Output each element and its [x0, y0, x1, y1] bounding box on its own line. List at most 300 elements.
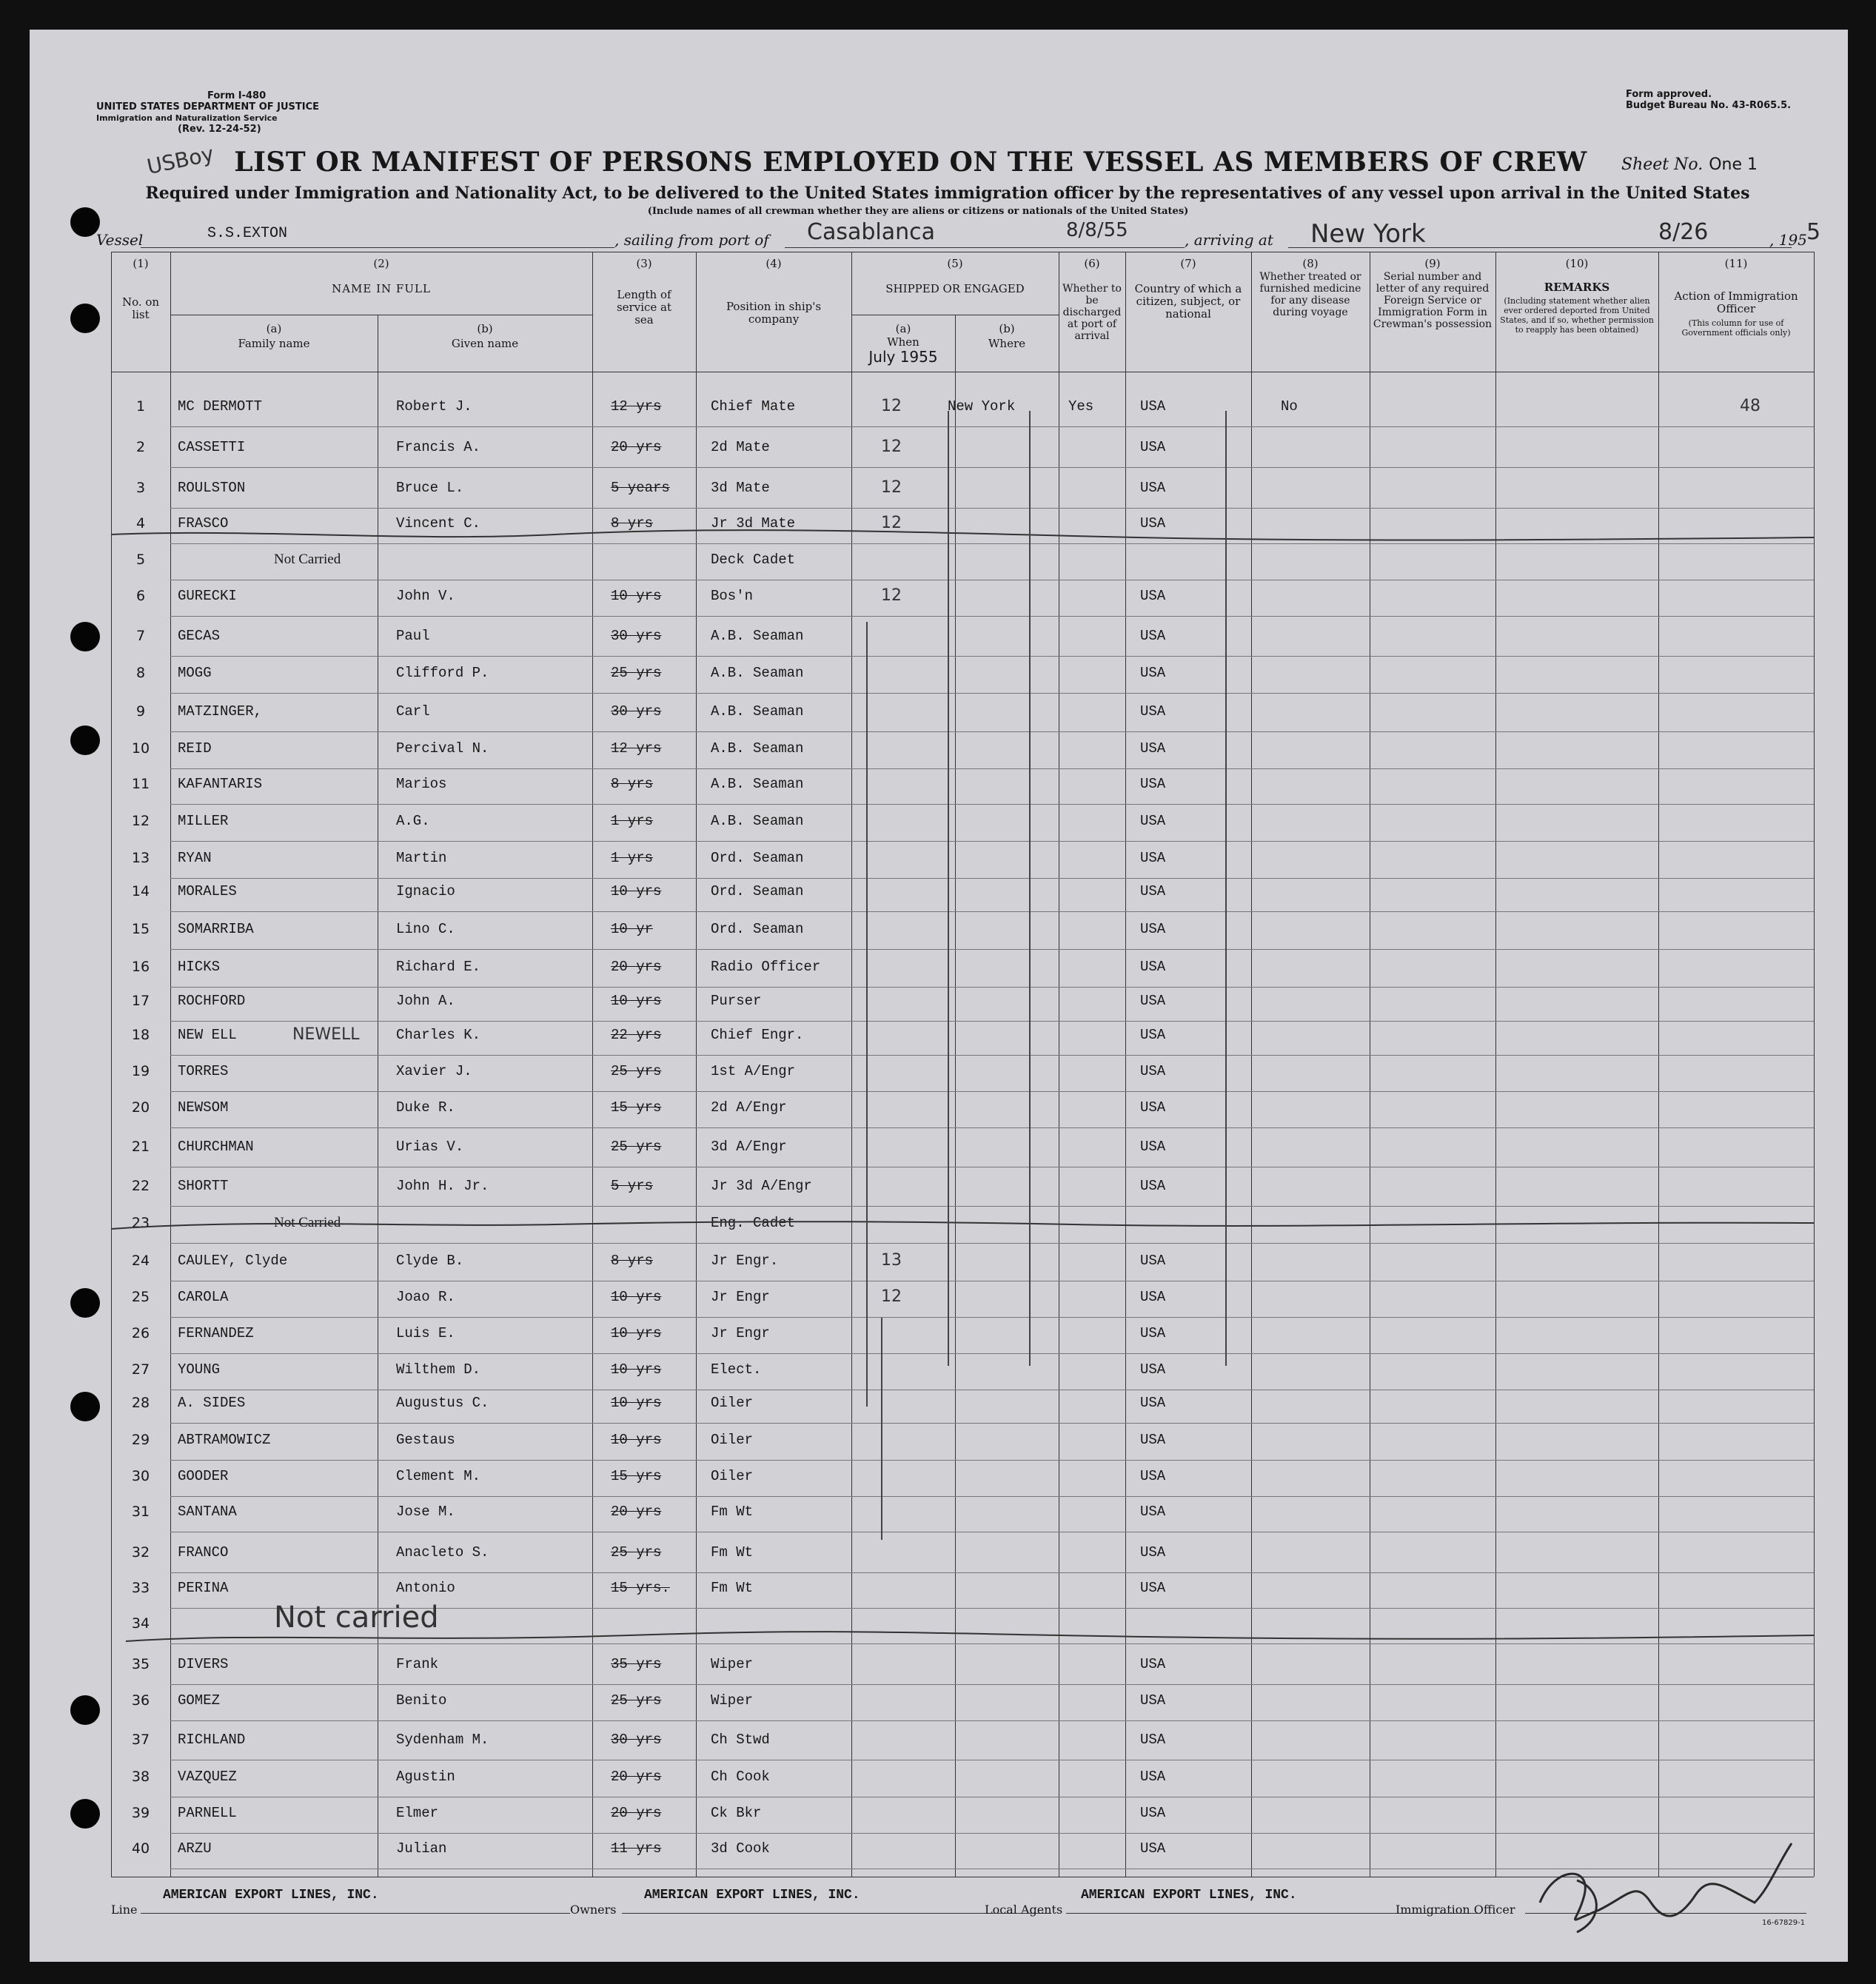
table-row [111, 914, 1814, 943]
row-number: 14 [131, 883, 150, 899]
row-number: 2 [135, 439, 146, 455]
row-number: 8 [135, 665, 146, 681]
given-name: Wilthem D. [396, 1361, 481, 1378]
page-title: LIST OR MANIFEST OF PERSONS EMPLOYED ON THE VESSEL AS MEMBERS OF CREW [234, 147, 1587, 178]
table-row [111, 1724, 1814, 1754]
medicine-status: No [1281, 398, 1298, 415]
ship-position: Chief Engr. [711, 1027, 804, 1043]
officer-label: Immigration Officer [1396, 1903, 1515, 1917]
row-number: 37 [131, 1732, 150, 1748]
punch-hole [70, 1695, 100, 1725]
family-name: ROCHFORD [178, 993, 246, 1009]
punch-hole [70, 725, 100, 755]
ship-position: A.B. Seaman [711, 776, 804, 792]
service-length: 10 yrs [611, 1325, 662, 1341]
service-length: 12 yrs [611, 398, 662, 415]
ship-position: 1st A/Engr [711, 1063, 796, 1079]
table-row [111, 951, 1814, 981]
table-row [111, 1019, 1814, 1049]
family-name: FRANCO [178, 1544, 229, 1561]
row-separator [170, 1206, 1814, 1207]
given-name: Clyde B. [396, 1253, 464, 1269]
family-name: MC DERMOTT [178, 398, 263, 415]
row-number: 1 [135, 398, 146, 415]
table-row [111, 1131, 1814, 1161]
ship-position: 2d Mate [711, 439, 770, 455]
col6-label: Whether to be discharged at port of arrival [1062, 283, 1122, 342]
row-number: 26 [131, 1325, 150, 1341]
shipped-when: 12 [881, 1287, 902, 1306]
col2b-label: Given name [451, 337, 519, 350]
given-name: Joao R. [396, 1289, 455, 1305]
service-length: 10 yrs [611, 1395, 662, 1411]
family-name: GECAS [178, 628, 221, 644]
ship-position: Bos'n [711, 588, 754, 604]
sailing-date: 8/8/55 [1066, 219, 1128, 241]
arriving-underline [1288, 247, 1792, 248]
col9-label: Serial number and letter of any required Foreign Service or Immigration Form in Crewman's possession [1373, 271, 1493, 330]
col5a-label: When [887, 335, 919, 349]
service-length: 8 yrs [611, 776, 654, 792]
service-length: 1 yrs [611, 850, 654, 866]
ship-position: 3d Cook [711, 1840, 770, 1857]
row-number: 13 [131, 850, 150, 866]
ship-position: Wiper [711, 1656, 754, 1672]
country-of-citizenship: USA [1140, 1805, 1166, 1821]
ship-position: Ch Stwd [711, 1732, 770, 1748]
given-name: John H. Jr. [396, 1178, 489, 1194]
arriving-date: 8/26 [1658, 219, 1709, 245]
row-number: 20 [131, 1099, 150, 1116]
vessel-line [96, 219, 1821, 253]
service-length: 5 yrs [611, 1178, 654, 1194]
service-length: 1 yrs [611, 813, 654, 829]
country-of-citizenship: USA [1140, 1544, 1166, 1561]
given-name: Sydenham M. [396, 1732, 489, 1748]
family-name: DIVERS [178, 1656, 229, 1672]
year-suffix: 5 [1806, 219, 1821, 245]
row-number: 11 [131, 776, 150, 792]
ship-position: Ord. Seaman [711, 883, 804, 899]
sheet-value: One 1 [1709, 155, 1758, 174]
ship-position: Fm Wt [711, 1504, 754, 1520]
family-name: REID [178, 740, 212, 757]
row-number: 6 [135, 588, 146, 604]
given-name: Xavier J. [396, 1063, 472, 1079]
row-number: 21 [131, 1139, 150, 1155]
col7-label: Country of which a citizen, subject, or national [1134, 282, 1242, 321]
col9-number: (9) [1424, 257, 1441, 270]
country-of-citizenship: USA [1140, 993, 1166, 1009]
row-number: 35 [131, 1656, 150, 1672]
form-subtitle: Required under Immigration and Nationality Act, to be delivered to the United States immigration officer by the representatives of any vessel upon arrival in the United States [145, 184, 1750, 203]
country-of-citizenship: USA [1140, 1325, 1166, 1341]
country-of-citizenship: USA [1140, 1656, 1166, 1672]
shipped-when: 12 [881, 514, 902, 532]
given-name: Lino C. [396, 921, 455, 937]
service-length: 15 yrs [611, 1099, 662, 1116]
table-row [111, 1281, 1814, 1311]
given-name: Marios [396, 776, 447, 792]
row-number: 31 [131, 1504, 150, 1520]
col7-number: (7) [1180, 257, 1196, 270]
col5-number: (5) [947, 257, 963, 270]
service-length: 30 yrs [611, 1732, 662, 1748]
strike-line-row-23 [111, 1214, 1814, 1236]
table-row [111, 1649, 1814, 1678]
punch-hole [70, 622, 100, 651]
service-length: 8 yrs [611, 1253, 654, 1269]
ship-position: Ch Cook [711, 1769, 770, 1785]
service-length: 20 yrs [611, 959, 662, 975]
table-row [111, 696, 1814, 725]
family-name: SHORTT [178, 1178, 229, 1194]
given-name: Antonio [396, 1580, 455, 1596]
col8-label: Whether treated or furnished medicine for any disease during voyage [1259, 271, 1361, 318]
country-of-citizenship: USA [1140, 480, 1166, 496]
row-number: 19 [131, 1063, 150, 1079]
revision-date: (Rev. 12-24-52) [178, 124, 261, 135]
row-number: 30 [131, 1468, 150, 1484]
strike-line-row-34 [111, 1625, 1814, 1647]
row-number: 15 [131, 921, 150, 937]
col4-label: Position in ship's company [726, 300, 822, 326]
row-number: 27 [131, 1361, 150, 1378]
shipped-when: 13 [881, 1251, 902, 1270]
service-length: 30 yrs [611, 628, 662, 644]
family-name: CAULEY, Clyde [178, 1253, 288, 1269]
ship-position: A.B. Seaman [711, 628, 804, 644]
line-label: Line [111, 1903, 138, 1917]
row-number: 16 [131, 959, 150, 975]
family-name: CAROLA [178, 1289, 229, 1305]
ship-position: Jr Engr [711, 1289, 770, 1305]
row-number: 18 [131, 1027, 150, 1043]
given-name: Vincent C. [396, 515, 481, 532]
punch-hole [70, 1392, 100, 1421]
given-name: Ignacio [396, 883, 455, 899]
ship-position: 2d A/Engr [711, 1099, 787, 1116]
family-name: MATZINGER, [178, 703, 263, 720]
table-row [111, 733, 1814, 763]
country-of-citizenship: USA [1140, 628, 1166, 644]
country-of-citizenship: USA [1140, 1139, 1166, 1155]
ship-position: Jr 3d A/Engr [711, 1178, 812, 1194]
owners-value: AMERICAN EXPORT LINES, INC. [644, 1888, 860, 1903]
service-length: 35 yrs [611, 1656, 662, 1672]
ship-position: Fm Wt [711, 1544, 754, 1561]
ship-position: Jr Engr. [711, 1253, 779, 1269]
country-of-citizenship: USA [1140, 1178, 1166, 1194]
row-note: Not carried [274, 1601, 439, 1635]
service-length: 25 yrs [611, 1139, 662, 1155]
country-of-citizenship: USA [1140, 703, 1166, 720]
table-row [111, 805, 1814, 835]
row-separator [170, 911, 1814, 912]
country-of-citizenship: USA [1140, 1840, 1166, 1857]
service-length: 10 yrs [611, 588, 662, 604]
row-separator [170, 841, 1814, 842]
col10-number: (10) [1565, 257, 1589, 270]
country-of-citizenship: USA [1140, 1253, 1166, 1269]
service-length: 15 yrs [611, 1468, 662, 1484]
row-separator [170, 467, 1814, 468]
ship-position: A.B. Seaman [711, 665, 804, 681]
ditto-mark [866, 622, 868, 1407]
agents-value: AMERICAN EXPORT LINES, INC. [1081, 1888, 1297, 1903]
row-number: 3 [135, 480, 146, 496]
vessel-underline [141, 247, 614, 248]
table-row [111, 391, 1814, 420]
family-name: GURECKI [178, 588, 237, 604]
table-row [111, 876, 1814, 905]
service-length: 10 yrs [611, 1289, 662, 1305]
family-name: CHURCHMAN [178, 1139, 254, 1155]
country-of-citizenship: USA [1140, 776, 1166, 792]
form-number: Form I-480 [207, 90, 267, 101]
col10-note: (Including statement whether alien ever ordered deported from United States, and if so, whether permission to reapply has been obtained) [1500, 296, 1654, 335]
service-length: 25 yrs [611, 1544, 662, 1561]
col2a-label: Family name [238, 337, 310, 350]
vessel-name: S.S.EXTON [207, 225, 288, 242]
row-number: 10 [131, 740, 150, 757]
strike-line-row-5 [111, 524, 1814, 546]
country-of-citizenship: USA [1140, 740, 1166, 757]
row-separator [170, 1720, 1814, 1721]
row-number: 34 [131, 1615, 150, 1632]
ship-position: Jr 3d Mate [711, 515, 796, 532]
col5a-when-value: July 1955 [868, 348, 938, 366]
col2-label: NAME IN FULL [332, 282, 431, 295]
year-prefix: , 195 [1769, 231, 1807, 249]
given-name: Anacleto S. [396, 1544, 489, 1561]
family-name: FERNANDEZ [178, 1325, 254, 1341]
table-row [111, 1387, 1814, 1417]
punch-hole [70, 207, 100, 237]
ship-position: Radio Officer [711, 959, 821, 975]
country-of-citizenship: USA [1140, 813, 1166, 829]
service-length: 20 yrs [611, 1769, 662, 1785]
row-number: 39 [131, 1805, 150, 1821]
family-name: NEW ELL [178, 1027, 237, 1043]
sailing-underline [785, 247, 1185, 248]
row-separator [170, 1243, 1814, 1244]
ship-position: Ord. Seaman [711, 850, 804, 866]
ditto-mark [1029, 411, 1031, 1366]
ditto-mark [881, 1318, 882, 1540]
given-name: Gestaus [396, 1432, 455, 1448]
country-of-citizenship: USA [1140, 921, 1166, 937]
row-number: 5 [135, 552, 146, 568]
family-name: HICKS [178, 959, 221, 975]
table-row [111, 1424, 1814, 1454]
row-separator [170, 949, 1814, 950]
family-name: ARZU [178, 1840, 212, 1857]
col5b-label: Where [988, 337, 1025, 350]
col2-number: (2) [373, 257, 389, 270]
given-name: Jose M. [396, 1504, 455, 1520]
country-of-citizenship: USA [1140, 1063, 1166, 1079]
row-number: 25 [131, 1289, 150, 1305]
family-name: SANTANA [178, 1504, 237, 1520]
sailing-label: , sailing from port of [614, 231, 769, 249]
family-name: MORALES [178, 883, 237, 899]
country-of-citizenship: USA [1140, 1432, 1166, 1448]
ditto-mark [948, 411, 949, 1366]
table-row [111, 1056, 1814, 1085]
row-separator [170, 426, 1814, 427]
ship-position: A.B. Seaman [711, 740, 804, 757]
table-row [111, 432, 1814, 461]
given-name: Augustus C. [396, 1395, 489, 1411]
country-of-citizenship: USA [1140, 1580, 1166, 1596]
country-of-citizenship: USA [1140, 959, 1166, 975]
service-length: 10 yrs [611, 993, 662, 1009]
family-name: Not Carried [274, 1215, 341, 1230]
table-row [111, 842, 1814, 872]
service-length: 10 yrs [611, 883, 662, 899]
ship-position: Ord. Seaman [711, 921, 804, 937]
family-name: A. SIDES [178, 1395, 246, 1411]
punch-hole [70, 304, 100, 333]
row-separator [170, 731, 1814, 732]
ship-position: 3d A/Engr [711, 1139, 787, 1155]
row-number: 33 [131, 1580, 150, 1596]
col10-label: REMARKS [1544, 281, 1610, 294]
table-row [111, 1761, 1814, 1791]
given-name: Martin [396, 850, 447, 866]
country-of-citizenship: USA [1140, 439, 1166, 455]
given-name: Julian [396, 1840, 447, 1857]
col2a-number: (a) [266, 322, 282, 335]
country-of-citizenship: USA [1140, 398, 1166, 415]
given-name: Carl [396, 703, 430, 720]
ship-position: Fm Wt [711, 1580, 754, 1596]
table-row [111, 620, 1814, 650]
row-number: 23 [131, 1215, 150, 1231]
form-header-left [96, 90, 407, 135]
row-number: 38 [131, 1769, 150, 1785]
family-name: MOGG [178, 665, 212, 681]
family-name: NEWSOM [178, 1099, 229, 1116]
family-name: MILLER [178, 813, 229, 829]
country-of-citizenship: USA [1140, 1395, 1166, 1411]
family-name: ABTRAMOWICZ [178, 1432, 271, 1448]
service-length: 10 yr [611, 921, 654, 937]
given-name: Agustin [396, 1769, 455, 1785]
row-number: 17 [131, 993, 150, 1009]
ship-position: Elect. [711, 1361, 762, 1378]
table-row [111, 544, 1814, 574]
service-length: 20 yrs [611, 439, 662, 455]
ship-position: Eng. Cadet [711, 1215, 796, 1231]
shipped-when: 12 [881, 478, 902, 497]
family-name: RYAN [178, 850, 212, 866]
col5b-number: (b) [999, 322, 1015, 335]
ditto-mark [1225, 411, 1227, 1366]
given-name: Frank [396, 1656, 439, 1672]
col3-number: (3) [636, 257, 652, 270]
country-of-citizenship: USA [1140, 1027, 1166, 1043]
arriving-port: New York [1310, 219, 1426, 249]
budget-bureau-no: Budget Bureau No. 43-R065.5. [1626, 100, 1792, 111]
given-name: Paul [396, 628, 430, 644]
row-separator [170, 693, 1814, 694]
service-length: 15 yrs. [611, 1580, 670, 1596]
row-number: 7 [135, 628, 146, 644]
country-of-citizenship: USA [1140, 1468, 1166, 1484]
table-row [111, 985, 1814, 1015]
line-value: AMERICAN EXPORT LINES, INC. [163, 1888, 379, 1903]
punch-hole [70, 1288, 100, 1318]
ship-position: Ck Bkr [711, 1805, 762, 1821]
table-row [111, 768, 1814, 798]
table-row [111, 1685, 1814, 1715]
row-separator [170, 804, 1814, 805]
agents-label: Local Agents [985, 1903, 1063, 1917]
service-length: 8 yrs [611, 515, 654, 532]
arriving-label: , arriving at [1185, 231, 1273, 249]
row-separator [170, 1423, 1814, 1424]
given-name: Bruce L. [396, 480, 464, 496]
service-length: 25 yrs [611, 1063, 662, 1079]
sheet-label: Sheet No. [1621, 155, 1704, 174]
line-underline [141, 1913, 570, 1914]
given-name: A.G. [396, 813, 430, 829]
ship-position: A.B. Seaman [711, 703, 804, 720]
department-name: UNITED STATES DEPARTMENT OF JUSTICE [96, 101, 320, 113]
service-length: 30 yrs [611, 703, 662, 720]
shipped-when: 12 [881, 586, 902, 605]
col5a-number: (a) [895, 322, 911, 335]
country-of-citizenship: USA [1140, 1099, 1166, 1116]
punch-hole [70, 1799, 100, 1829]
row-number: 9 [135, 703, 146, 720]
service-length: 25 yrs [611, 1692, 662, 1709]
ship-position: Chief Mate [711, 398, 796, 415]
family-name: PERINA [178, 1580, 229, 1596]
col3-label: Length of service at sea [616, 288, 672, 326]
col6-number: (6) [1084, 257, 1100, 270]
immigration-action: 48 [1740, 397, 1761, 415]
row-number: 4 [135, 515, 146, 532]
sailing-port: Casablanca [807, 219, 935, 245]
table-row [111, 1496, 1814, 1526]
owners-label: Owners [570, 1903, 617, 1917]
given-name: Percival N. [396, 740, 489, 757]
given-name: Clement M. [396, 1468, 481, 1484]
given-name: Duke R. [396, 1099, 455, 1116]
discharge-status: Yes [1068, 398, 1094, 415]
table-row [111, 1537, 1814, 1566]
row-number: 22 [131, 1178, 150, 1194]
country-of-citizenship: USA [1140, 665, 1166, 681]
ship-position: Jr Engr [711, 1325, 770, 1341]
given-name: Robert J. [396, 398, 472, 415]
col11-note: (This column for use of Government officials only) [1681, 318, 1791, 338]
ship-position: Deck Cadet [711, 552, 796, 568]
family-name: CASSETTI [178, 439, 246, 455]
vessel-label: Vessel [96, 231, 144, 249]
corner-handwriting: USBoy [144, 141, 216, 180]
country-of-citizenship: USA [1140, 1692, 1166, 1709]
table-row [111, 1170, 1814, 1200]
table-row [111, 1092, 1814, 1122]
form-code: 16-67829-1 [1762, 1919, 1806, 1927]
shipped-when: 12 [881, 397, 902, 415]
ship-position: Oiler [711, 1468, 754, 1484]
service-length: 22 yrs [611, 1027, 662, 1043]
